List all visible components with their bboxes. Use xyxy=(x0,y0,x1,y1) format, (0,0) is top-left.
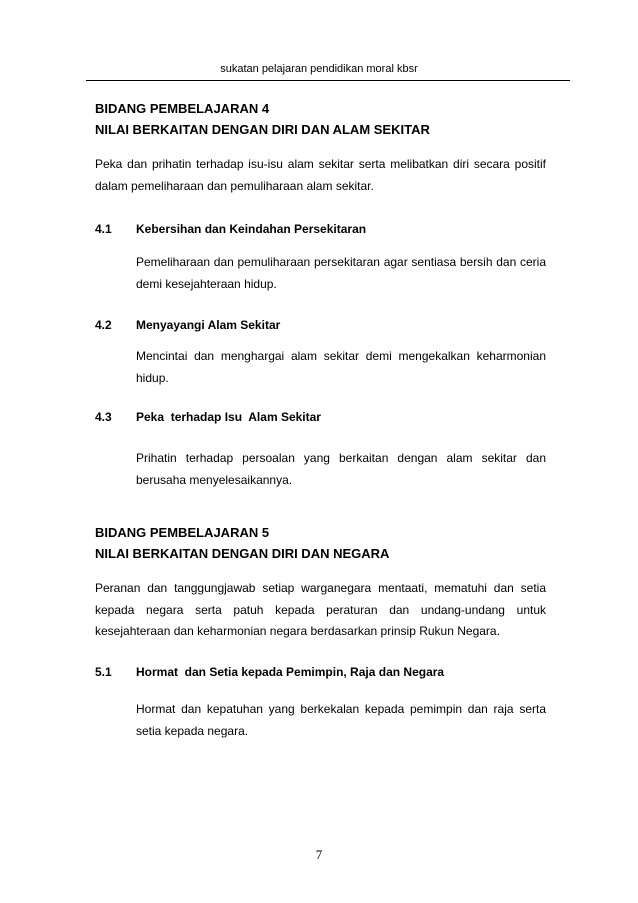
item-number: 4.3 xyxy=(95,410,112,424)
item-description: Prihatin terhadap persoalan yang berkaitan dengan alam sekitar dan berusaha menyelesaikannya. xyxy=(136,451,546,487)
area4-intro: Peka dan prihatin terhadap isu-isu alam sekitar serta melibatkan diri secara positif dalam pemeliharaan dan pemuliharaan alam sekitar. xyxy=(95,157,546,193)
area4-title-line2: NILAI BERKAITAN DENGAN DIRI DAN ALAM SEKITAR xyxy=(95,122,430,137)
item-number: 5.1 xyxy=(95,665,112,679)
area5-title-line1: BIDANG PEMBELAJARAN 5 xyxy=(95,525,270,540)
area4-title xyxy=(95,98,555,140)
item-number: 4.1 xyxy=(95,222,112,236)
area5-intro: Peranan dan tanggungjawab setiap warganegara mentaati, mematuhi dan setia kepada negara serta patuh kepada peraturan dan undang-undang untuk kesejahteraan dan keharmonian negara berdasarkan prinsip Rukun Negara. xyxy=(95,581,546,638)
item-title: Peka terhadap Isu Alam Sekitar xyxy=(136,410,321,424)
area5-title-line2: NILAI BERKAITAN DENGAN DIRI DAN NEGARA xyxy=(95,546,390,561)
page-number: 7 xyxy=(315,847,323,862)
area4-title-line1: BIDANG PEMBELAJARAN 4 xyxy=(95,101,270,116)
item-number: 4.2 xyxy=(95,318,112,332)
item-description: Hormat dan kepatuhan yang berkekalan kepada pemimpin dan raja serta setia kepada negara. xyxy=(136,702,546,738)
area5-title xyxy=(95,522,555,564)
item-description: Mencintai dan menghargai alam sekitar demi mengekalkan keharmonian hidup. xyxy=(136,349,546,385)
header-rule xyxy=(86,80,570,81)
running-header: sukatan pelajaran pendidikan moral kbsr xyxy=(220,63,418,75)
item-title: Menyayangi Alam Sekitar xyxy=(136,318,281,332)
item-title: Kebersihan dan Keindahan Persekitaran xyxy=(136,222,367,236)
item-description: Pemeliharaan dan pemuliharaan persekitaran agar sentiasa bersih dan ceria demi kesejahteraan hidup. xyxy=(136,255,546,291)
item-title: Hormat dan Setia kepada Pemimpin, Raja dan Negara xyxy=(136,665,445,679)
